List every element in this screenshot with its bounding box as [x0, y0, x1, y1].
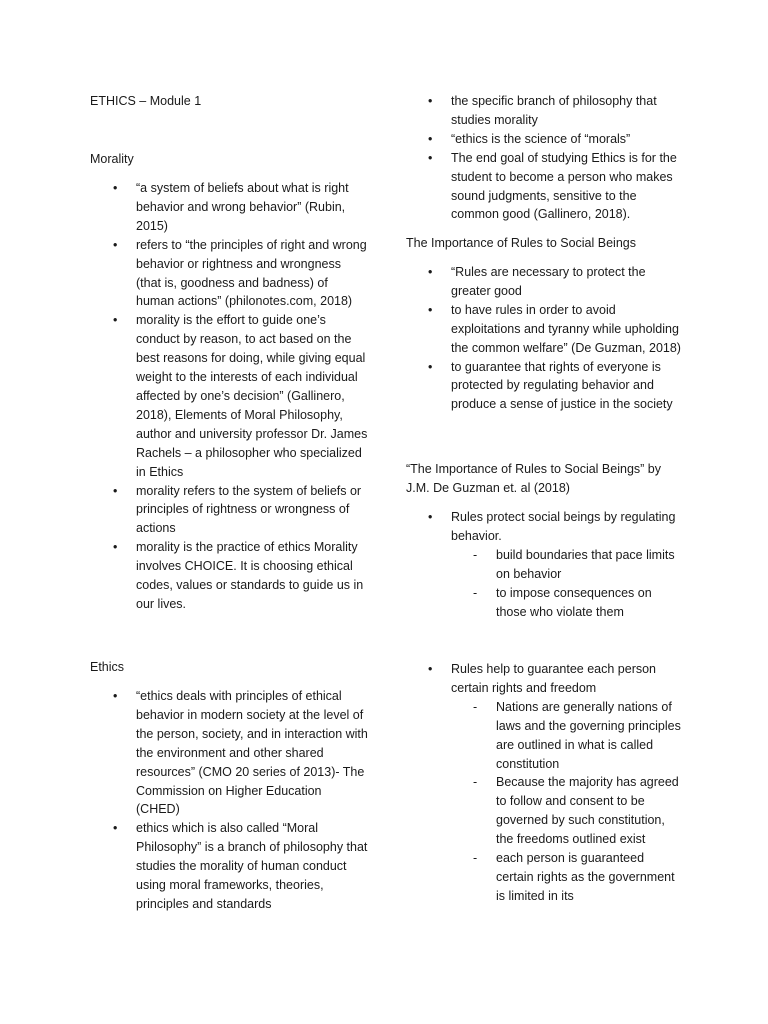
list-item: • to guarantee that rights of everyone is protected by regulating behavior and produce a sense of justice in the society — [451, 358, 683, 415]
morality-list — [136, 179, 368, 614]
list-item: • morality refers to the system of beliefs or principles of rightness or wrongness of actions — [136, 482, 368, 539]
list-item: • “Rules are necessary to protect the greater good — [451, 263, 683, 301]
list-item: • morality is the practice of ethics Morality involves CHOICE. It is choosing ethical codes, values or standards to guide us in our lives. — [136, 538, 368, 614]
sub-list-item: - to impose consequences on those who violate them — [451, 584, 683, 622]
rights-list — [451, 660, 683, 906]
list-item: • ethics which is also called “Moral Philosophy” is a branch of philosophy that studies the morality of human conduct using moral frameworks, theories, principles and standards — [136, 819, 368, 914]
list-item: • The end goal of studying Ethics is for the student to become a person who makes sound judgments, sensitive to the common good (Gallinero, 2018). — [451, 149, 683, 225]
list-item: • “ethics deals with principles of ethical behavior in modern society at the level of the person, society, and in interaction with the environment and other shared resources” (CMO 20 series of 2013)- The Commission on Higher Education (CHED) — [136, 687, 368, 819]
protect-list — [451, 508, 683, 621]
rules-list — [451, 263, 683, 414]
sub-list-item: - build boundaries that pace limits on behavior — [451, 546, 683, 584]
rules-heading: The Importance of Rules to Social Beings — [406, 236, 636, 250]
list-item — [451, 660, 683, 906]
sub-list-item: - Nations are generally nations of laws and the governing principles are outlined in what is called constitution — [451, 698, 683, 774]
source-heading: “The Importance of Rules to Social Beings” by J.M. De Guzman et. al (2018) — [406, 462, 661, 495]
list-item: • “a system of beliefs about what is right behavior and wrong behavior” (Rubin, 2015) — [136, 179, 368, 236]
list-item-text: Rules protect social beings by regulating behavior. — [451, 510, 676, 543]
list-item: • morality is the effort to guide one’s conduct by reason, to act based on the best reasons for doing, while giving equal weight to the interests of each individual affected by one’s decision” (Gallinero, 2018), Elements of Moral Philosophy, author and university professor Dr. James Rachels – a philosopher who specialized in Ethics — [136, 311, 368, 481]
list-item: • to have rules in order to avoid exploitations and tyranny while upholding the common welfare” (De Guzman, 2018) — [451, 301, 683, 358]
list-item: • “ethics is the science of “morals” — [451, 130, 683, 149]
ethics-definition-list — [451, 92, 683, 224]
list-item-text: Rules help to guarantee each person certain rights and freedom — [451, 662, 657, 695]
list-item: • the specific branch of philosophy that studies morality — [451, 92, 683, 130]
sub-list-item: - each person is guaranteed certain rights as the government is limited in its — [451, 849, 683, 906]
module-title: ETHICS – Module 1 — [90, 94, 202, 108]
ethics-heading: Ethics — [90, 660, 125, 674]
protect-sublist — [451, 546, 683, 622]
morality-heading: Morality — [90, 152, 134, 166]
list-item: • refers to “the principles of right and wrong behavior or rightness and wrongness (that is, goodness and badness) of human actions” (philonotes.com, 2018) — [136, 236, 368, 312]
sub-list-item: - Because the majority has agreed to follow and consent to be governed by such constitution, the freedoms outlined exist — [451, 773, 683, 849]
ethics-list — [136, 687, 368, 914]
list-item — [451, 508, 683, 621]
rights-sublist — [451, 698, 683, 906]
